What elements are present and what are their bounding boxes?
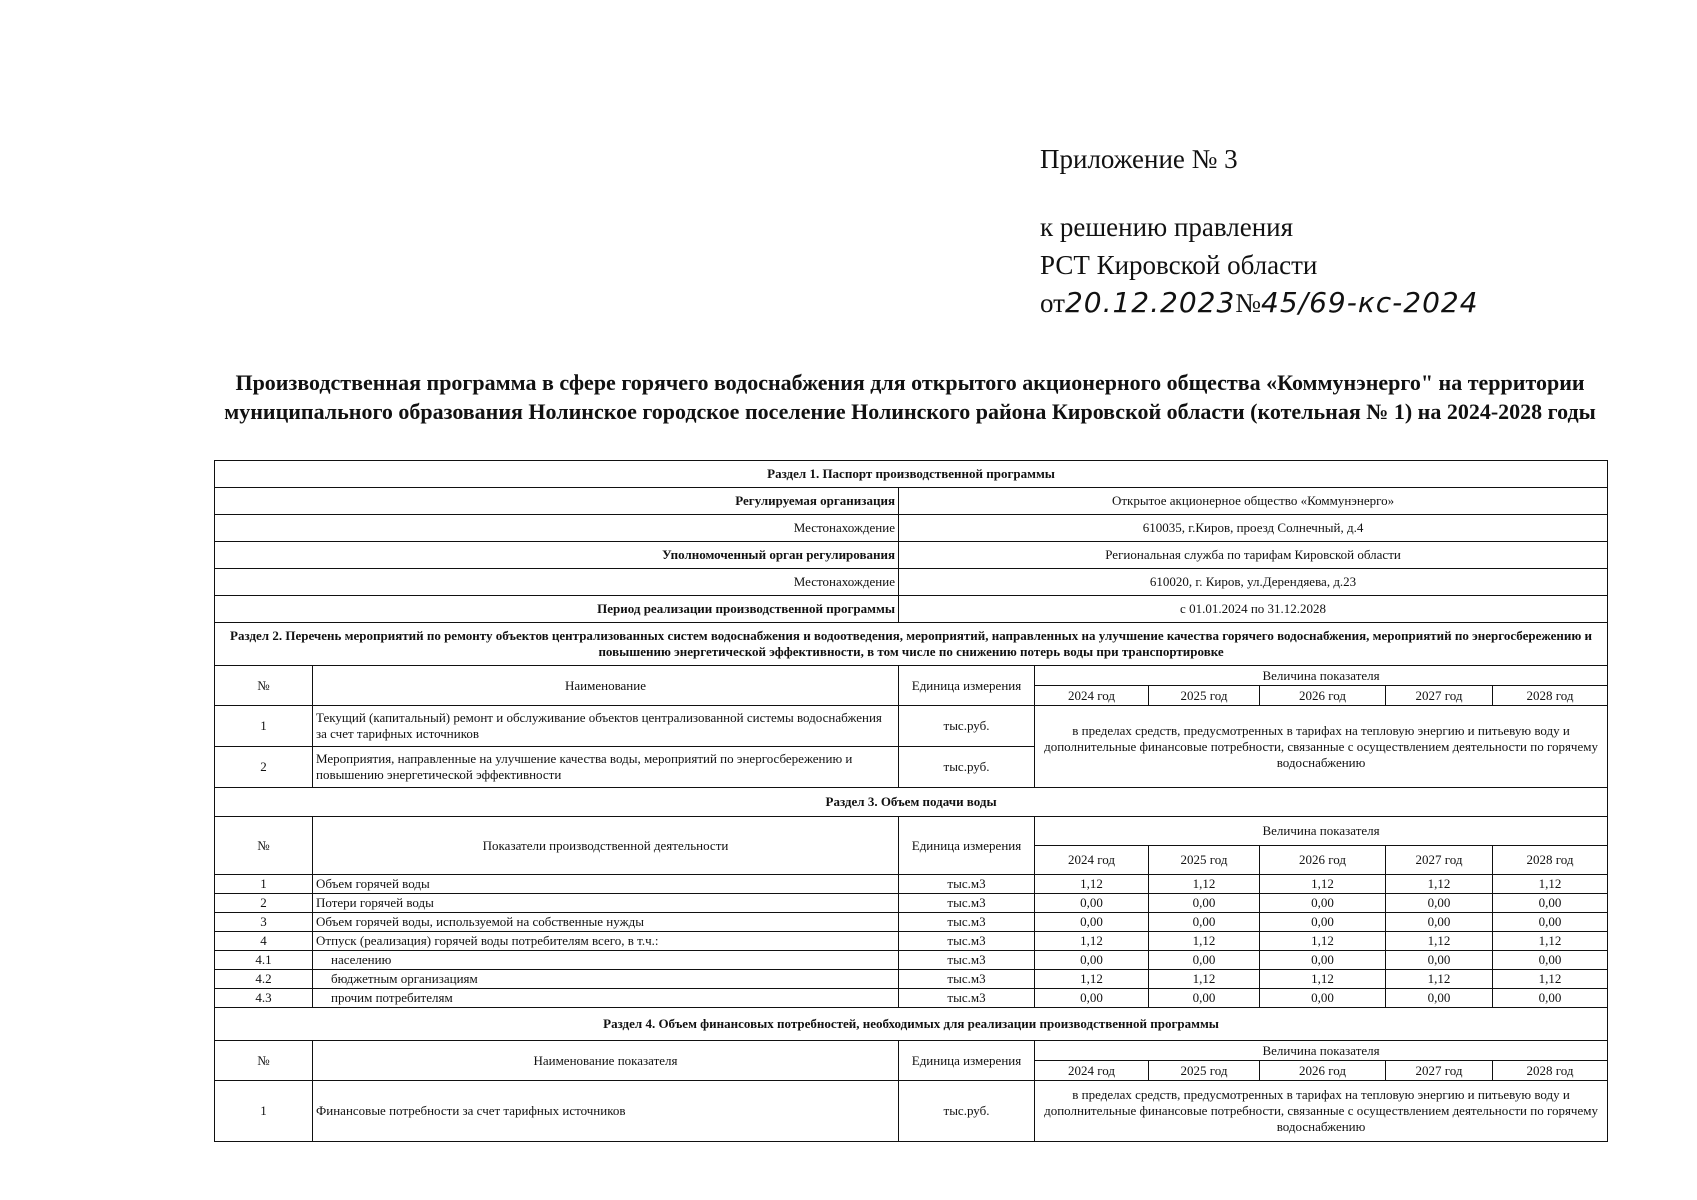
value-cell: 0,00 <box>1260 913 1386 932</box>
row-number: 4.2 <box>215 970 313 989</box>
row-number: 3 <box>215 913 313 932</box>
value-cell: 0,00 <box>1386 989 1493 1008</box>
section1-heading-row <box>215 461 1608 488</box>
value-cell: 0,00 <box>1149 951 1260 970</box>
column-header-year: 2027 год <box>1386 1061 1493 1081</box>
indicator-name: Отпуск (реализация) горячей воды потребителям всего, в т.ч.: <box>313 932 899 951</box>
water-volume-row <box>215 951 1608 970</box>
value-cell: 1,12 <box>1493 970 1608 989</box>
production-program-table <box>214 460 1608 1142</box>
column-header-year: 2025 год <box>1149 1061 1260 1081</box>
column-header-value: Величина показателя <box>1035 1041 1608 1061</box>
row-number: 1 <box>215 875 313 894</box>
appendix-number: Приложение № 3 <box>1040 144 1238 174</box>
value-cell: 0,00 <box>1386 951 1493 970</box>
unit-cell: тыс.м3 <box>899 951 1035 970</box>
column-header-value: Величина показателя <box>1035 817 1608 846</box>
water-volume-row <box>215 989 1608 1008</box>
value-cell: 0,00 <box>1493 894 1608 913</box>
water-volume-row <box>215 894 1608 913</box>
value-cell: 0,00 <box>1035 989 1149 1008</box>
water-volume-row <box>215 932 1608 951</box>
row-number: 1 <box>215 1081 313 1142</box>
section4-heading: Раздел 4. Объем финансовых потребностей, необходимых для реализации производственной программы <box>215 1008 1608 1041</box>
water-volume-row <box>215 913 1608 932</box>
column-header-year: 2026 год <box>1260 846 1386 875</box>
appendix-line-authority: РСТ Кировской области <box>1040 250 1318 280</box>
column-header-year: 2028 год <box>1493 1061 1608 1081</box>
passport-value: с 01.01.2024 по 31.12.2028 <box>899 596 1608 623</box>
column-header-unit: Единица измерения <box>899 1041 1035 1081</box>
section4-header-row <box>215 1041 1608 1061</box>
appendix-line-decision: к решению правления <box>1040 212 1294 242</box>
column-header-name: Наименование показателя <box>313 1041 899 1081</box>
date-prefix: от <box>1040 288 1065 318</box>
passport-row <box>215 515 1608 542</box>
section3-heading-row <box>215 788 1608 817</box>
indicator-name: Объем горячей воды <box>313 875 899 894</box>
unit-cell: тыс.руб. <box>899 1081 1035 1142</box>
value-cell: 0,00 <box>1035 913 1149 932</box>
column-header-unit: Единица измерения <box>899 817 1035 875</box>
unit-cell: тыс.м3 <box>899 989 1035 1008</box>
row-number: 2 <box>215 894 313 913</box>
value-cell: 0,00 <box>1149 894 1260 913</box>
passport-value: 610020, г. Киров, ул.Дерендяева, д.23 <box>899 569 1608 596</box>
column-header-year: 2026 год <box>1260 686 1386 706</box>
column-header-year: 2027 год <box>1386 686 1493 706</box>
value-cell: 1,12 <box>1035 875 1149 894</box>
number-sign: № <box>1235 288 1262 318</box>
column-header-name: Показатели производственной деятельности <box>313 817 899 875</box>
appendix-block <box>1040 140 1479 322</box>
passport-row <box>215 542 1608 569</box>
value-cell: 1,12 <box>1035 970 1149 989</box>
column-header-year: 2028 год <box>1493 686 1608 706</box>
value-cell: 1,12 <box>1386 875 1493 894</box>
water-volume-row <box>215 875 1608 894</box>
section3-header-row <box>215 817 1608 846</box>
value-cell: 0,00 <box>1493 989 1608 1008</box>
column-header-year: 2024 год <box>1035 1061 1149 1081</box>
section3-heading: Раздел 3. Объем подачи воды <box>215 788 1608 817</box>
value-cell: 1,12 <box>1149 875 1260 894</box>
column-header-number: № <box>215 817 313 875</box>
column-header-year: 2024 год <box>1035 686 1149 706</box>
document-title: Производственная программа в сфере горячего водоснабжения для открытого акционерного общества «Коммунэнерго" на территории муниципального образования Нолинское городское поселение Нолинского района Кировской области (котельная № 1) на 2024-2028 годы <box>224 370 1596 424</box>
passport-label: Регулируемая организация <box>215 488 899 515</box>
value-cell: 1,12 <box>1260 932 1386 951</box>
indicator-name: Объем горячей воды, используемой на собственные нужды <box>313 913 899 932</box>
funding-note: в пределах средств, предусмотренных в тарифах на тепловую энергию и питьевую воду и дополнительные финансовые потребности, связанные с осуществлением деятельности по горячему водоснабжению <box>1035 706 1608 788</box>
value-cell: 0,00 <box>1260 894 1386 913</box>
column-header-name: Наименование <box>313 666 899 706</box>
activity-name: Текущий (капитальный) ремонт и обслуживание объектов централизованной системы водоснабжения за счет тарифных источников <box>313 706 899 747</box>
value-cell: 1,12 <box>1386 970 1493 989</box>
column-header-unit: Единица измерения <box>899 666 1035 706</box>
column-header-number: № <box>215 666 313 706</box>
row-number: 4 <box>215 932 313 951</box>
unit-cell: тыс.м3 <box>899 932 1035 951</box>
passport-value: 610035, г.Киров, проезд Солнечный, д.4 <box>899 515 1608 542</box>
row-number: 4.3 <box>215 989 313 1008</box>
column-header-value: Величина показателя <box>1035 666 1608 686</box>
passport-value: Региональная служба по тарифам Кировской области <box>899 542 1608 569</box>
passport-value: Открытое акционерное общество «Коммунэнерго» <box>899 488 1608 515</box>
row-number: 1 <box>215 706 313 747</box>
value-cell: 1,12 <box>1149 932 1260 951</box>
section2-header-row <box>215 666 1608 686</box>
passport-label: Период реализации производственной программы <box>215 596 899 623</box>
handwritten-date: 20.12.2023 <box>1064 286 1236 319</box>
column-header-year: 2025 год <box>1149 686 1260 706</box>
appendix-date-line <box>1040 284 1479 322</box>
indicator-name: Потери горячей воды <box>313 894 899 913</box>
indicator-name: населению <box>313 951 899 970</box>
value-cell: 0,00 <box>1149 989 1260 1008</box>
value-cell: 1,12 <box>1493 875 1608 894</box>
column-header-year: 2024 год <box>1035 846 1149 875</box>
section4-heading-row <box>215 1008 1608 1041</box>
value-cell: 1,12 <box>1386 932 1493 951</box>
row-number: 4.1 <box>215 951 313 970</box>
value-cell: 0,00 <box>1493 951 1608 970</box>
value-cell: 0,00 <box>1386 894 1493 913</box>
column-header-year: 2025 год <box>1149 846 1260 875</box>
indicator-name: бюджетным организациям <box>313 970 899 989</box>
unit-cell: тыс.м3 <box>899 875 1035 894</box>
indicator-name: прочим потребителям <box>313 989 899 1008</box>
passport-row <box>215 596 1608 623</box>
column-header-year: 2027 год <box>1386 846 1493 875</box>
value-cell: 1,12 <box>1260 970 1386 989</box>
unit-cell: тыс.м3 <box>899 913 1035 932</box>
water-volume-row <box>215 970 1608 989</box>
value-cell: 0,00 <box>1260 951 1386 970</box>
activity-row <box>215 706 1608 747</box>
passport-row <box>215 569 1608 596</box>
section1-heading: Раздел 1. Паспорт производственной программы <box>215 461 1608 488</box>
column-header-number: № <box>215 1041 313 1081</box>
finance-row <box>215 1081 1608 1142</box>
value-cell: 0,00 <box>1260 989 1386 1008</box>
column-header-year: 2026 год <box>1260 1061 1386 1081</box>
value-cell: 1,12 <box>1260 875 1386 894</box>
unit-cell: тыс.руб. <box>899 706 1035 747</box>
handwritten-number: 45/69-кс-2024 <box>1261 286 1479 319</box>
value-cell: 0,00 <box>1035 951 1149 970</box>
value-cell: 1,12 <box>1493 932 1608 951</box>
passport-label: Уполномоченный орган регулирования <box>215 542 899 569</box>
section2-heading: Раздел 2. Перечень мероприятий по ремонту объектов централизованных систем водоснабжения и водоотведения, мероприятий, направленных на улучшение качества горячего водоснабжения, мероприятий по энергосбережению и повышению энергетической эффективности, в том числе по снижению потерь воды при транспортировке <box>215 623 1608 666</box>
finance-name: Финансовые потребности за счет тарифных источников <box>313 1081 899 1142</box>
passport-label: Местонахождение <box>215 515 899 542</box>
row-number: 2 <box>215 747 313 788</box>
activity-name: Мероприятия, направленные на улучшение качества воды, мероприятий по энергосбережению и повышению энергетической эффективности <box>313 747 899 788</box>
table-body <box>215 461 1608 1142</box>
passport-label: Местонахождение <box>215 569 899 596</box>
passport-row <box>215 488 1608 515</box>
value-cell: 1,12 <box>1149 970 1260 989</box>
unit-cell: тыс.м3 <box>899 894 1035 913</box>
unit-cell: тыс.руб. <box>899 747 1035 788</box>
value-cell: 1,12 <box>1035 932 1149 951</box>
value-cell: 0,00 <box>1493 913 1608 932</box>
section2-heading-row <box>215 623 1608 666</box>
value-cell: 0,00 <box>1035 894 1149 913</box>
column-header-year: 2028 год <box>1493 846 1608 875</box>
value-cell: 0,00 <box>1386 913 1493 932</box>
unit-cell: тыс.м3 <box>899 970 1035 989</box>
funding-note: в пределах средств, предусмотренных в тарифах на тепловую энергию и питьевую воду и дополнительные финансовые потребности, связанные с осуществлением деятельности по горячему водоснабжению <box>1035 1081 1608 1142</box>
value-cell: 0,00 <box>1149 913 1260 932</box>
